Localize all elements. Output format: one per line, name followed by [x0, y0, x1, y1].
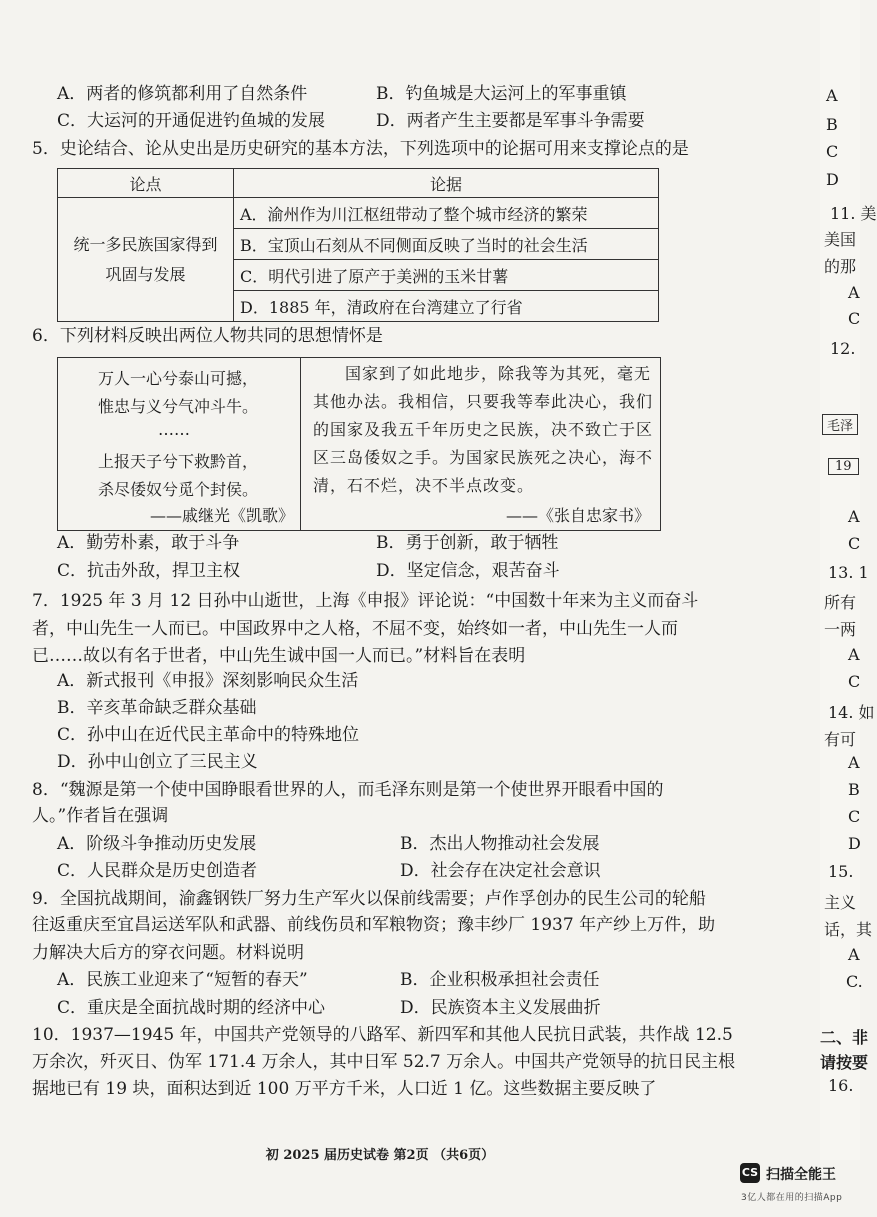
q5-row-c: C．明代引进了原产于美洲的玉米甘薯 [234, 260, 659, 291]
strip-text: C [848, 807, 861, 826]
q7-line-1: 7．1925 年 3 月 12 日孙中山逝世，上海《申报》评论说：“中国数十年来为主义而奋斗 [32, 591, 699, 611]
q7-line-3: 已……故以有名于世者，中山先生诚中国一人而已。”材料旨在表明 [32, 646, 526, 666]
strip-text: 11. 美 [830, 204, 877, 223]
q6-poem-line-1: 万人一心兮泰山可撼， [98, 369, 259, 388]
strip-text: 的那 [824, 257, 857, 276]
q6-option-c: C．抗击外敌，捍卫主权 [57, 561, 241, 581]
strip-text: 12. [830, 339, 856, 358]
strip-text: A [848, 507, 860, 526]
strip-text: A [826, 86, 838, 105]
camscanner-tagline: 3亿人都在用的扫描App [741, 1193, 843, 1203]
q8-option-a: A．阶级斗争推动历史发展 [57, 834, 257, 854]
strip-text: D [826, 170, 839, 189]
q7-option-a: A．新式报刊《申报》深刻影响民众生活 [57, 671, 359, 691]
strip-text: A [848, 945, 860, 964]
q9-option-a: A．民族工业迎来了“短暂的春天” [57, 970, 308, 990]
strip-text: 二、非 [820, 1028, 869, 1047]
page-footer: 初 2025 届历史试卷 第2页 （共6页） [265, 1148, 495, 1163]
q7-option-d: D．孙中山创立了三民主义 [57, 752, 258, 772]
q6-poem-line-5: 杀尽倭奴兮觅个封侯。 [98, 480, 259, 499]
q6-option-d: D．坚定信念，艰苦奋斗 [376, 561, 560, 581]
q5-row-b: B．宝顶山石刻从不同侧面反映了当时的社会生活 [234, 229, 659, 260]
q7-line-2: 者，中山先生一人而已。中国政界中之人格，不屈不变，始终如一者，中山先生一人而 [32, 619, 678, 639]
q9-line-1: 9．全国抗战期间，渝鑫钢铁厂努力生产军火以保前线需要；卢作孚创办的民生公司的轮船 [32, 889, 706, 909]
q7-option-b: B．辛亥革命缺乏群众基础 [57, 698, 257, 718]
strip-text: A [848, 283, 860, 302]
q8-option-c: C．人民群众是历史创造者 [57, 861, 258, 881]
q5-row-a: A．渝州作为川江枢纽带动了整个城市经济的繁荣 [234, 198, 659, 229]
q6-material-box [57, 357, 661, 531]
strip-text: 所有 [824, 593, 857, 612]
strip-text: D [848, 834, 861, 853]
q4-option-d: D．两者产生主要都是军事斗争需要 [376, 111, 645, 131]
q7-option-c: C．孙中山在近代民主革命中的特殊地位 [57, 725, 360, 745]
q9-option-b: B．企业积极承担社会责任 [400, 970, 600, 990]
strip-text: C [848, 672, 861, 691]
q6-option-a: A．勤劳朴素，敢于斗争 [57, 533, 240, 553]
q5-stem: 5．史论结合、论从史出是历史研究的基本方法，下列选项中的论据可用来支撑论点的是 [32, 139, 689, 159]
strip-text: C [848, 309, 861, 328]
strip-text: 19 [828, 458, 859, 475]
q10-line-1: 10．1937—1945 年，中国共产党领导的八路军、新四军和其他人民抗日武装，共作战 12.5 [32, 1025, 733, 1045]
q8-line-1: 8．“魏源是第一个使中国睁眼看世界的人，而毛泽东则是第一个使世界开眼看中国的 [32, 780, 664, 800]
q5-lundian-line1: 统一多民族国家得到 [73, 234, 218, 254]
q6-poem-source: ——戚继光《凯歌》 [150, 506, 295, 525]
strip-text: 13. 1 [828, 563, 869, 582]
q9-line-3: 力解决大后方的穿衣问题。材料说明 [32, 943, 304, 963]
strip-text: 一两 [824, 620, 857, 639]
q5-head-lundian: 论点 [58, 169, 234, 198]
q5-lundian-line2: 巩固与发展 [105, 264, 186, 284]
q6-option-b: B．勇于创新，敢于牺牲 [376, 533, 559, 553]
q4-option-b: B．钓鱼城是大运河上的军事重镇 [376, 84, 627, 104]
strip-text: 毛泽 [822, 414, 858, 435]
strip-text: 美国 [824, 230, 857, 249]
q9-line-2: 往返重庆至宜昌运送军队和武器、前线伤员和军粮物资；豫丰纱厂 1937 年产纱上万件，助 [32, 915, 716, 935]
q4-option-c: C．大运河的开通促进钓鱼城的发展 [57, 111, 326, 131]
camscanner-name: 扫描全能王 [766, 1167, 836, 1183]
strip-text: 16. [828, 1076, 854, 1095]
q10-line-2: 万余次，歼灭日、伪军 171.4 万余人，其中日军 52.7 万余人。中国共产党领导的抗日民主根 [32, 1052, 736, 1072]
q6-letter-text: 国家到了如此地步，除我等为其死，毫无其他办法。我相信，只要我等奉此决心，我们的国家及我五千年历史之民族，决不致亡于区区三岛倭奴之手。为国家民族死之决心，海不清，石不烂，决不半点改变。 [313, 364, 654, 495]
strip-text: B [848, 780, 860, 799]
q6-letter-source: ——《张自忠家书》 [506, 506, 651, 525]
q6-stem: 6．下列材料反映出两位人物共同的思想情怀是 [32, 326, 383, 346]
camscanner-logo-icon: CS [740, 1163, 760, 1183]
q6-poem-panel [58, 358, 301, 530]
q9-option-d: D．民族资本主义发展曲折 [400, 998, 601, 1018]
strip-text: 请按要 [820, 1053, 869, 1072]
strip-text: C [848, 534, 861, 553]
strip-text: 主义 [824, 893, 857, 912]
q10-line-3: 据地已有 19 块，面积达到近 100 万平方千米，人口近 1 亿。这些数据主要反映了 [32, 1079, 657, 1099]
strip-text: 有可 [824, 730, 857, 749]
strip-text: 15. [828, 862, 854, 881]
q8-option-b: B．杰出人物推动社会发展 [400, 834, 600, 854]
q5-table [57, 168, 659, 322]
q6-letter-panel [301, 358, 660, 530]
q6-poem-line-3: …… [158, 420, 190, 439]
q5-head-lunju: 论据 [234, 169, 659, 198]
strip-text: A [848, 645, 860, 664]
strip-text: C. [846, 972, 863, 991]
q4-option-a: A．两者的修筑都利用了自然条件 [57, 84, 308, 104]
q8-option-d: D．社会存在决定社会意识 [400, 861, 601, 881]
q6-poem-line-4: 上报天子兮下救黔首， [98, 452, 259, 471]
q5-lundian [58, 198, 234, 322]
strip-text: B [826, 115, 838, 134]
q9-option-c: C．重庆是全面抗战时期的经济中心 [57, 998, 326, 1018]
q6-poem-line-2: 惟忠与义兮气冲斗牛。 [98, 397, 259, 416]
strip-text: A [848, 753, 860, 772]
strip-text: C [826, 142, 839, 161]
next-column-cropped [820, 0, 877, 1160]
q5-row-d: D．1885 年，清政府在台湾建立了行省 [234, 291, 659, 322]
strip-text: 话，其 [824, 920, 873, 939]
strip-text: 14. 如 [828, 703, 875, 722]
q8-line-2: 人。”作者旨在强调 [32, 806, 169, 826]
